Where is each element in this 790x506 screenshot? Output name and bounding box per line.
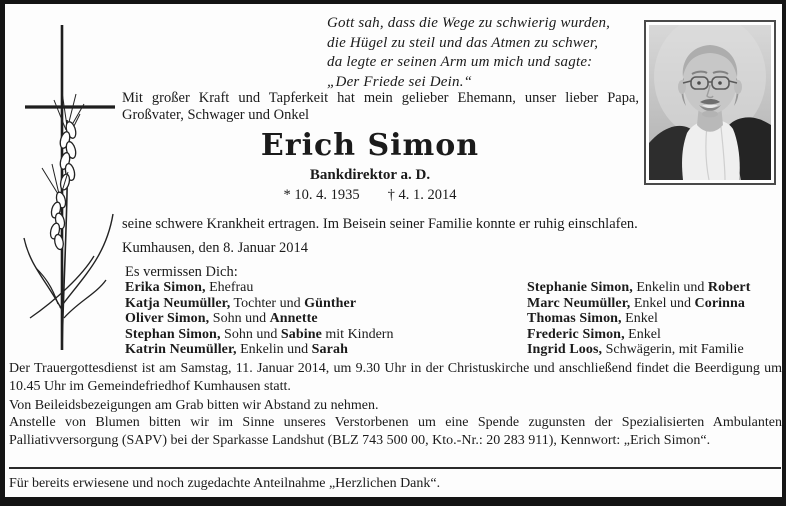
mourner-name: Katja Neumüller, bbox=[125, 295, 231, 311]
epigraph-line: die Hügel zu steil und das Atmen zu schwer, bbox=[327, 34, 599, 51]
mourners-heading: Es vermissen Dich: bbox=[125, 264, 238, 280]
mourner-relation: Schwägerin, mit Familie bbox=[602, 342, 744, 358]
mourner-entry bbox=[527, 327, 751, 343]
divider-rule bbox=[9, 467, 781, 469]
mourner-partner: Corinna bbox=[694, 295, 746, 311]
condolence-note: Von Beileidsbezeigungen am Grab bitten wir Abstand zu nehmen. bbox=[9, 398, 379, 413]
donation-note: Anstelle von Blumen bitten wir im Sinne unseres Verstorbenen um eine Spende zugunsten der Spezialisierten Ambulanten Palliativversorgung (SAPV) bei der Sparkasse Landshut (BLZ 743 500 00, Kto.-Nr.: 20 283 911), Kennwort: „Erich Simon“. bbox=[9, 415, 782, 449]
place-date-line: Kumhausen, den 8. Januar 2014 bbox=[122, 240, 309, 256]
continuation-line: seine schwere Krankheit ertragen. Im Beisein seiner Familie konnte er ruhig einschlafen. bbox=[122, 216, 638, 232]
mourner-partner: Sarah bbox=[311, 342, 348, 358]
deceased-block bbox=[102, 129, 638, 203]
epigraph bbox=[327, 14, 610, 92]
mourner-entry bbox=[527, 296, 751, 312]
mourner-name: Ingrid Loos, bbox=[527, 342, 603, 358]
mourner-relation: Enkel bbox=[624, 326, 661, 342]
thanks-line: Für bereits erwiesene und noch zugedachte Anteilnahme „Herzlichen Dank“. bbox=[9, 476, 441, 491]
mourners-right-column bbox=[527, 280, 751, 358]
mourner-relation: Ehefrau bbox=[205, 280, 254, 295]
epigraph-line: da legte er seinen Arm um mich und sagte: bbox=[327, 54, 593, 70]
mourner-name: Stephanie Simon, bbox=[527, 280, 633, 295]
mourner-entry bbox=[527, 342, 751, 358]
deceased-title: Bankdirektor a. D. bbox=[309, 167, 431, 183]
portrait-photo bbox=[644, 20, 776, 185]
mourner-relation: Tochter und bbox=[230, 295, 305, 311]
mourner-partner: Annette bbox=[269, 311, 318, 327]
mourner-name: Katrin Neumüller, bbox=[125, 342, 237, 358]
deceased-name: Erich Simon bbox=[260, 128, 480, 163]
mourner-relation: Enkel und bbox=[630, 295, 695, 311]
mourner-name: Marc Neumüller, bbox=[527, 295, 631, 311]
mourner-entry bbox=[125, 342, 393, 358]
portrait-photo-image bbox=[649, 25, 771, 180]
mourner-relation: Sohn und bbox=[209, 311, 270, 327]
mourner-relation: Enkel bbox=[621, 311, 658, 327]
mourner-partner: Günther bbox=[304, 295, 357, 311]
mourner-entry bbox=[527, 280, 751, 296]
mourner-partner: Robert bbox=[707, 280, 751, 295]
mourner-entry bbox=[125, 311, 393, 327]
mourner-entry bbox=[125, 280, 393, 296]
mourner-name: Frederic Simon, bbox=[527, 326, 625, 342]
epigraph-line: „Der Friede sei Dein.“ bbox=[327, 73, 473, 90]
wheat-icon bbox=[24, 92, 113, 350]
mourner-name: Erika Simon, bbox=[125, 280, 206, 295]
mourner-suffix: mit Kindern bbox=[321, 326, 394, 342]
death-date: † 4. 1. 2014 bbox=[387, 187, 457, 203]
mourner-relation: Sohn und bbox=[220, 326, 281, 342]
mourner-entry bbox=[125, 296, 393, 312]
life-dates bbox=[102, 187, 638, 203]
birth-date: * 10. 4. 1935 bbox=[283, 187, 360, 203]
mourner-name: Stephan Simon, bbox=[125, 326, 221, 342]
service-info-paragraph: Der Trauergottesdienst ist am Samstag, 11. Januar 2014, um 9.30 Uhr in der Christuskirche und anschließend findet die Beerdigung um 10.45 Uhr im Gemeindefriedhof Kumhausen statt. bbox=[9, 361, 782, 395]
mourner-relation: Enkelin und bbox=[632, 280, 708, 295]
epigraph-line: Gott sah, dass die Wege zu schwierig wurden, bbox=[327, 15, 611, 31]
mourner-entry bbox=[125, 327, 393, 343]
mourner-name: Thomas Simon, bbox=[527, 311, 622, 327]
mourner-name: Oliver Simon, bbox=[125, 311, 210, 327]
mourner-partner: Sabine bbox=[280, 326, 322, 342]
mourner-entry bbox=[527, 311, 751, 327]
mourner-relation: Enkelin und bbox=[236, 342, 312, 358]
intro-paragraph: Mit großer Kraft und Tapferkeit hat mein gelieber Ehemann, unser lieber Papa, Großvater, Schwager und Onkel bbox=[122, 90, 639, 123]
mourners-left-column bbox=[125, 280, 393, 358]
